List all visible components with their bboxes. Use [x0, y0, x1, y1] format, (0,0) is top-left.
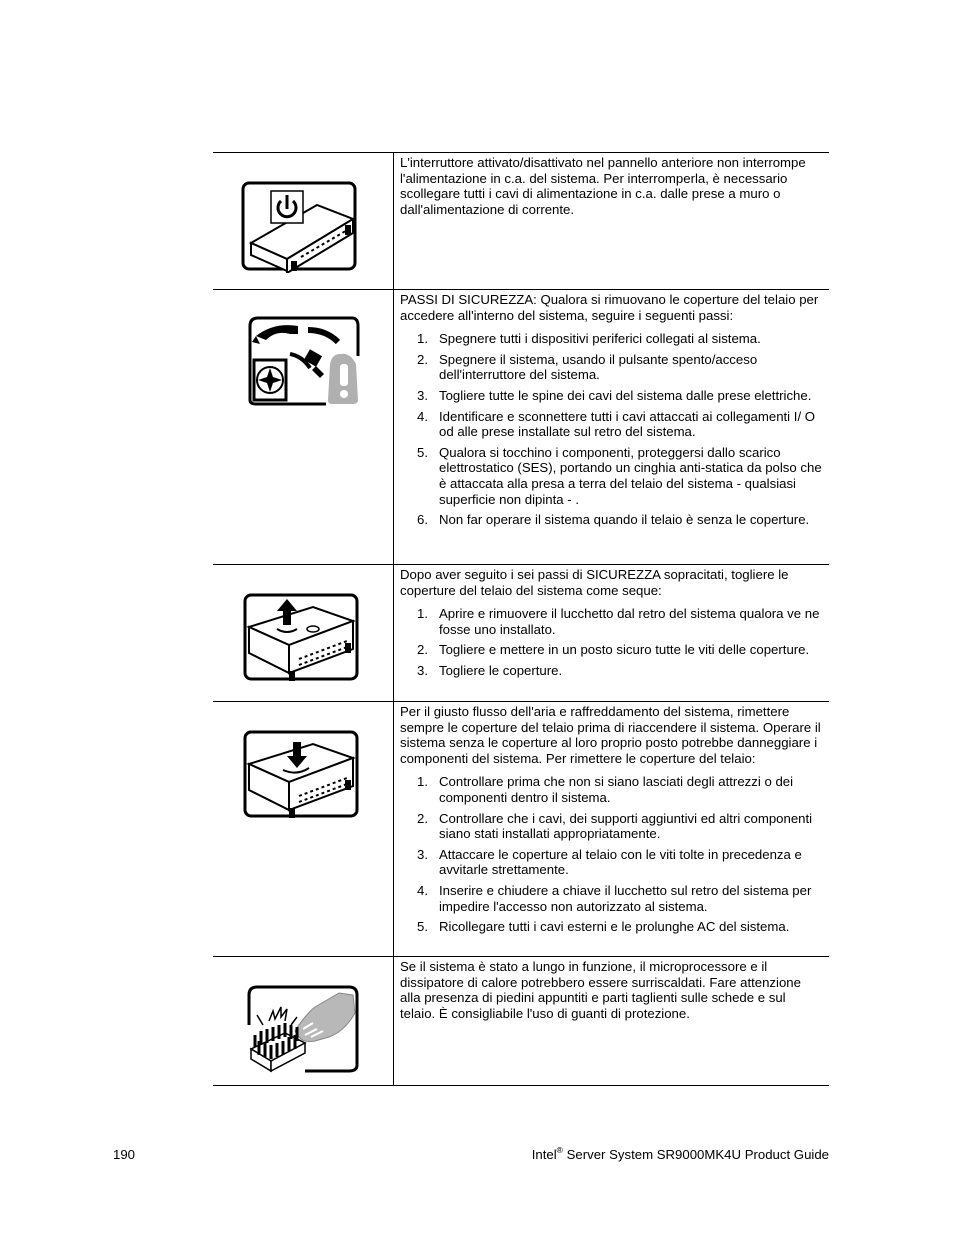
hot-heatsink-hand-icon — [245, 985, 361, 1075]
guide-title — [531, 1144, 829, 1163]
table-row — [213, 290, 829, 565]
icon-cell — [213, 153, 394, 290]
registered-mark: ® — [556, 1144, 563, 1155]
list-item — [400, 663, 823, 679]
guide-title-text: Server System SR9000MK4U Product Guide — [562, 1147, 829, 1162]
step-number: 3. — [417, 846, 428, 862]
page-number: 190 — [113, 1147, 136, 1162]
icon-cell — [213, 290, 394, 565]
instruction-text-cell — [394, 957, 830, 1086]
list-item — [400, 642, 823, 658]
brand-name: Intel — [531, 1147, 557, 1162]
paragraph: PASSI DI SICUREZZA: Qualora si rimuovano le coperture del telaio per accedere all'interno del sistema, seguire i seguenti passi: — [400, 292, 819, 323]
step-text: Identificare e sconnettere tutti i cavi attaccati ai collegamenti I/ O od alle prese installate sul retro del sistema. — [439, 408, 816, 440]
step-number: 2. — [417, 810, 428, 826]
safety-steps-warning-icon — [246, 316, 360, 406]
list-item — [400, 388, 823, 404]
step-text: Togliere e mettere in un posto sicuro tutte le viti delle coperture. — [439, 642, 810, 658]
list-item — [400, 847, 823, 878]
step-number: 1. — [417, 331, 428, 347]
icon-cell — [213, 565, 394, 702]
step-text: Controllare prima che non si siano lasciati degli attrezzi o dei componenti dentro il sistema. — [439, 774, 794, 805]
instruction-text-cell — [394, 153, 830, 290]
list-item — [400, 919, 823, 935]
step-text: Spegnere il sistema, usando il pulsante spento/acceso dell'interruttore del sistema. — [439, 351, 758, 383]
step-number: 3. — [417, 662, 428, 678]
step-text: Attaccare le coperture al telaio con le viti tolte in precedenza e avvitarle strettamente. — [439, 846, 802, 878]
paragraph: Se il sistema è stato a lungo in funzione, il microprocessore e il dissipatore di calore potrebbero essere surriscaldati. Fare attenzione alla presenza di piedini appuntiti e parti taglienti sulle schede e sul telaio. È consigliabile l'uso di guanti di protezione. — [400, 959, 801, 1021]
steps-list — [400, 331, 823, 528]
step-text: Non far operare il sistema quando il telaio è senza le coperture. — [439, 512, 810, 528]
step-text: Togliere le coperture. — [439, 662, 563, 678]
step-text: Togliere tutte le spine dei cavi del sistema dalle prese elettriche. — [439, 387, 812, 403]
table-row — [213, 153, 829, 290]
table-row — [213, 702, 829, 957]
list-item — [400, 883, 823, 914]
icon-cell — [213, 957, 394, 1086]
steps-list — [400, 606, 823, 678]
step-text: Qualora si tocchino i componenti, proteggersi dallo scarico elettrostatico (SES), portando un cinghia anti-statica da polso che è attaccata alla presa a terra del telaio del sistema - qualsiasi superficie non dipinta - . — [439, 444, 822, 507]
step-number: 1. — [417, 606, 428, 622]
paragraph: Dopo aver seguito i sei passi di SICUREZZA sopracitati, togliere le coperture del telaio del sistema come seque: — [400, 567, 789, 598]
table-row — [213, 957, 829, 1086]
step-number: 5. — [417, 444, 428, 460]
step-text: Ricollegare tutti i cavi esterni e le prolunghe AC del sistema. — [439, 919, 790, 935]
step-number: 4. — [417, 408, 428, 424]
list-item — [400, 331, 823, 347]
power-switch-server-icon — [241, 181, 359, 273]
list-item — [400, 445, 823, 507]
step-number: 5. — [417, 919, 428, 935]
icon-cell — [213, 702, 394, 957]
list-item — [400, 811, 823, 842]
paragraph: Per il giusto flusso dell'aria e raffreddamento del sistema, rimettere sempre le coperture del telaio prima di riaccendere il sistema. Operare il sistema senza le coperture al loro proprio posto potrebbe danneggiare i componenti del sistema. Per rimettere le coperture del telaio: — [400, 704, 821, 766]
list-item — [400, 409, 823, 440]
steps-list — [400, 774, 823, 934]
instruction-text-cell — [394, 702, 830, 957]
list-item — [400, 606, 823, 637]
table-row — [213, 565, 829, 702]
step-text: Controllare che i cavi, dei supporti aggiuntivi ed altri componenti siano stati installati appropriatamente. — [439, 810, 813, 842]
instruction-text-cell — [394, 290, 830, 565]
paragraph: L'interruttore attivato/disattivato nel pannello anteriore non interrompe l'alimentazione in c.a. del sistema. Per interromperla, è necessario scollegare tutti i cavi di alimentazione in c.a. dalle prese a muro o dall'alimentazione di corrente. — [400, 155, 806, 217]
instruction-text-cell — [394, 565, 830, 702]
list-item — [400, 512, 823, 528]
safety-instructions-table — [213, 152, 829, 1086]
step-number: 2. — [417, 642, 428, 658]
step-number: 6. — [417, 512, 428, 528]
step-number: 3. — [417, 387, 428, 403]
list-item — [400, 352, 823, 383]
step-number: 4. — [417, 882, 428, 898]
remove-cover-icon — [243, 593, 359, 683]
step-text: Inserire e chiudere a chiave il lucchetto sul retro del sistema per impedire l'accesso non autorizzato al sistema. — [439, 882, 812, 914]
step-text: Spegnere tutti i dispositivi periferici collegati al sistema. — [439, 331, 761, 347]
step-number: 2. — [417, 351, 428, 367]
replace-cover-icon — [243, 730, 359, 820]
step-number: 1. — [417, 774, 428, 790]
step-text: Aprire e rimuovere il lucchetto dal retro del sistema qualora ve ne fosse uno installato. — [439, 606, 820, 637]
list-item — [400, 774, 823, 805]
